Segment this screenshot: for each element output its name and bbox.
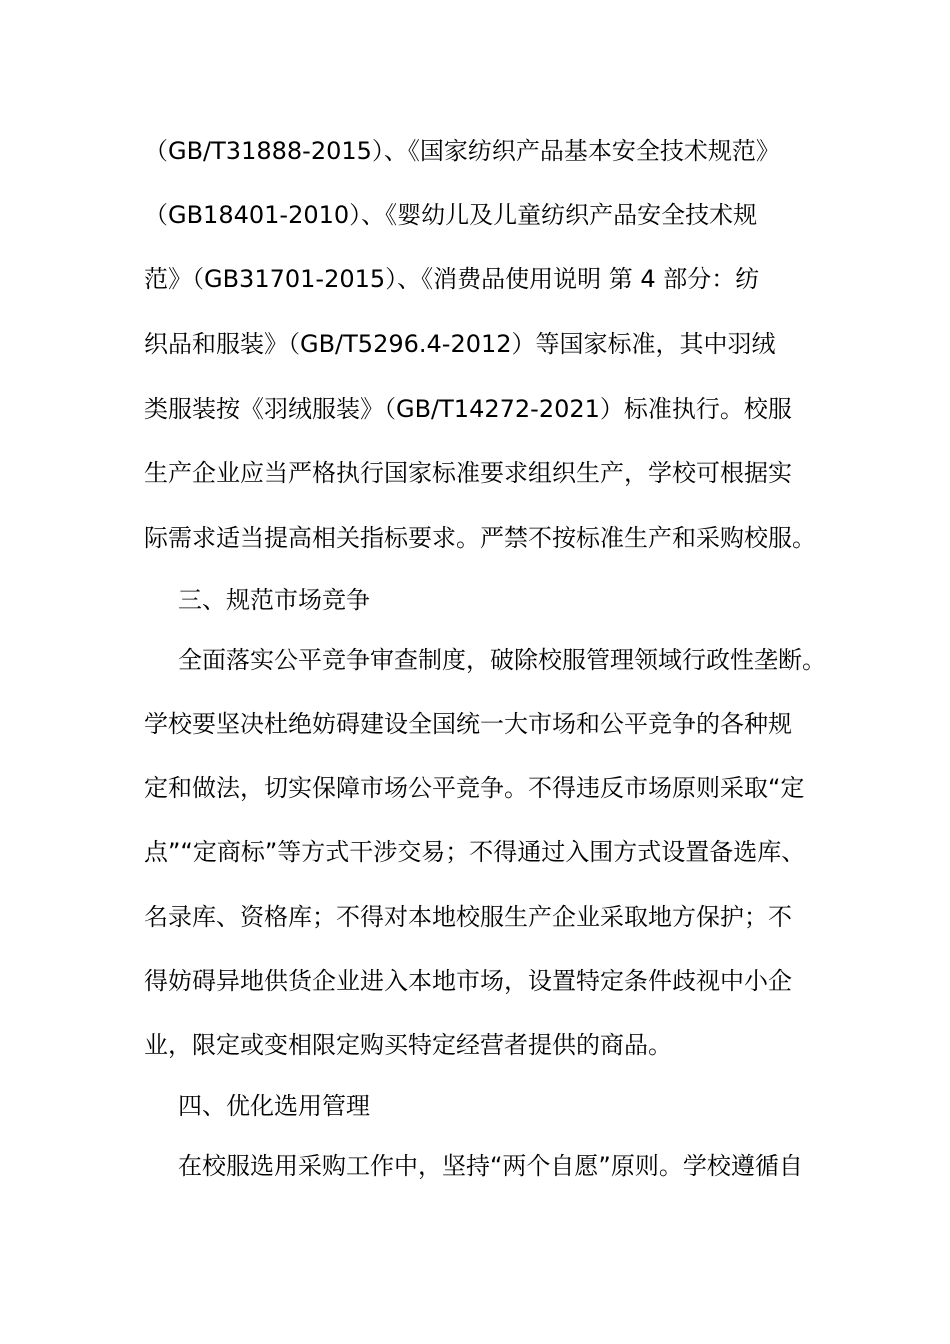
text-line-9: 全面落实公平竞争审查制度，破除校服管理领域行政性垄断。 (178, 646, 826, 674)
text-line-10: 学校要坚决杜绝妨碍建设全国统一大市场和公平竞争的各种规 (144, 710, 792, 738)
text-line-3: 范》（GB31701-2015）、《消费品使用说明 第 4 部分：纺 (144, 265, 760, 293)
text-line-7: 际需求适当提高相关指标要求。严禁不按标准生产和采购校服。 (144, 524, 816, 552)
text-line-17: 在校服选用采购工作中，坚持“两个自愿”原则。学校遵循自 (178, 1152, 803, 1180)
section-heading-3: 三、规范市场竞争 (178, 586, 370, 614)
text-line-11: 定和做法，切实保障市场公平竞争。不得违反市场原则采取“定 (144, 774, 805, 802)
text-line-14: 得妨碍异地供货企业进入本地市场，设置特定条件歧视中小企 (144, 967, 792, 995)
text-line-12: 点”“定商标”等方式干涉交易；不得通过入围方式设置备选库、 (144, 838, 806, 866)
text-line-13: 名录库、资格库；不得对本地校服生产企业采取地方保护；不 (144, 903, 792, 931)
text-line-15: 业，限定或变相限定购买特定经营者提供的商品。 (144, 1031, 672, 1059)
text-line-4: 织品和服装》（GB/T5296.4-2012）等国家标准，其中羽绒 (144, 330, 776, 358)
text-line-6: 生产企业应当严格执行国家标准要求组织生产，学校可根据实 (144, 459, 792, 487)
text-line-1: （GB/T31888-2015）、《国家纺织产品基本安全技术规范》 (144, 137, 780, 165)
text-line-2: （GB18401-2010）、《婴幼儿及儿童纺织产品安全技术规 (144, 201, 758, 229)
text-line-5: 类服装按《羽绒服装》（GB/T14272-2021）标准执行。校服 (144, 395, 792, 423)
section-heading-4: 四、优化选用管理 (178, 1092, 370, 1120)
